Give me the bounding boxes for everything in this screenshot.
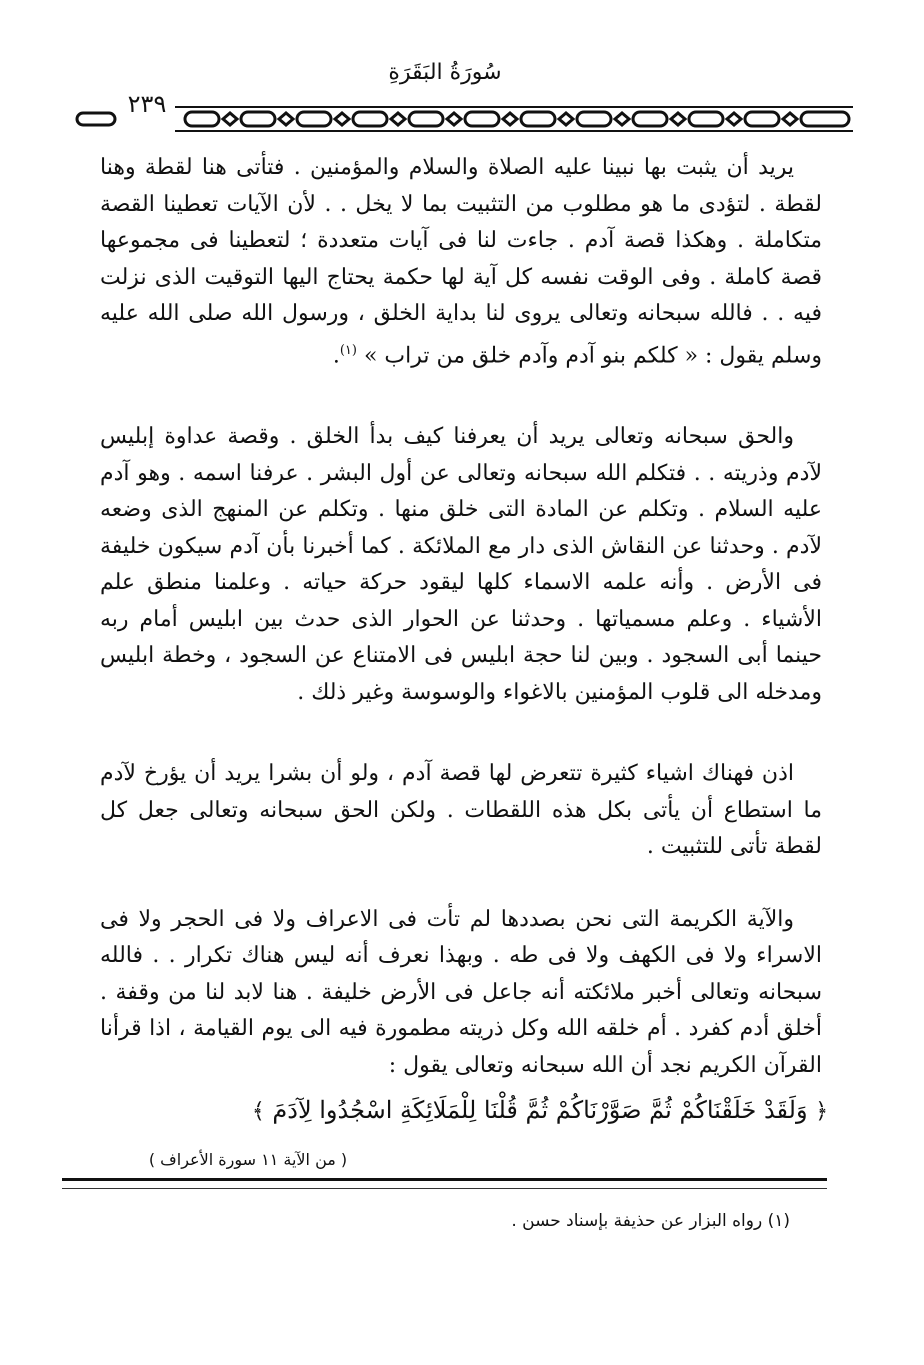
paragraph-1-text: يريد أن يثبت بها نبينا عليه الصلاة والسلام والمؤمنين . فتأتى هنا لقطة وهنا لقطة . لتؤدى ما هو مطلوب من التثبيت بما لا يخل . . لأن الآيات تعطينا القصة متكاملة . وهكذا قصة آدم . جاءت لنا فى آيات متعددة ؛ لتعطينا فى مجموعها قصة كاملة . وفى الوقت نفسه كل آية لها حكمة يحتاج اليها التوقيت الذى نزلت فيه . . فالله سبحانه وتعالى يروى لنا بداية الخلق ، ورسول الله صلى الله عليه وسلم يقول : « كلكم بنو آدم وآدم خلق من تراب » bbox=[100, 155, 822, 368]
page-number: ٢٣٩ bbox=[127, 90, 167, 118]
ornamental-header-border bbox=[75, 103, 855, 135]
verse-text: وَلَقَدْ خَلَقْنَاكُمْ ثُمَّ صَوَّرْنَاكُمْ ثُمَّ قُلْنَا لِلْمَلَائِكَةِ اسْجُدُوا لِآدَمَ bbox=[272, 1096, 808, 1124]
footnote: (١) رواه البزار عن حذيفة بإسناد حسن . bbox=[511, 1211, 790, 1231]
footnote-divider bbox=[62, 1178, 827, 1181]
paragraph-2: والحق سبحانه وتعالى يريد أن يعرفنا كيف بدأ الخلق . وقصة عداوة إبليس لآدم وذريته . . فتكلم الله سبحانه وتعالى عن أول البشر . عرفنا اسمه . وهو آدم عليه السلام . وتكلم عن المادة التى خلق منها . وتكلم عن المنهج الذى وضعه لآدم . وحدثنا عن النقاش الذى دار مع الملائكة . كما أخبرنا بأن آدم سيكون خليفة فى الأرض . وأنه علمه الاسماء كلها ليقود حركة حياته . وعلمنا منطق علم الأشياء . وعلم مسمياتها . وحدثنا عن الحوار الذى حدث بين ابليس أمام ربه حينما أبى السجود . وبين لنا حجة ابليس فى الامتناع عن السجود ، وخطة ابليس ومدخله الى قلوب المؤمنين بالاغواء والوسوسة وغير ذلك . bbox=[100, 424, 822, 705]
quran-verse bbox=[240, 1096, 840, 1124]
paragraph-1: يريد أن يثبت بها نبينا عليه الصلاة والسلام والمؤمنين . فتأتى هنا لقطة وهنا لقطة . لتؤدى ما هو مطلوب من التثبيت بما لا يخل . . لأن الآيات تعطينا القصة متكاملة . وهكذا قصة آدم . جاءت لنا فى آيات متعددة ؛ لتعطينا فى مجموعها قصة كاملة . وفى الوقت نفسه كل آية لها حكمة يحتاج اليها التوقيت الذى نزلت فيه . . فالله سبحانه وتعالى يروى لنا بداية الخلق ، ورسول الله صلى الله عليه وسلم يقول : « كلكم بنو آدم وآدم خلق من تراب » $^{(١)}$. bbox=[100, 155, 822, 368]
paragraph-4: والآية الكريمة التى نحن بصددها لم تأت فى الاعراف ولا فى الحجر ولا فى الاسراء ولا فى الكهف ولا فى طه . وبهذا نعرف أنه ليس هناك تكرار . . فالله سبحانه وتعالى أخبر ملائكته أنه جاعل فى الأرض خليفة . هنا لابد لنا من وقفة . أخلق أدم كفرد . أم خلقه الله وكل ذريته مطمورة فيه الى يوم القيامة ، اذا قرأنا القرآن الكريم نجد أن الله سبحانه وتعالى يقول : bbox=[100, 906, 822, 1078]
footnote-divider-thin bbox=[62, 1188, 827, 1189]
verse-open-bracket: ﴿ bbox=[815, 1099, 829, 1124]
footnote-reference: (١) bbox=[339, 342, 357, 358]
main-text bbox=[100, 150, 822, 1084]
surah-title: سُورَةُ البَقَرَةِ bbox=[388, 60, 502, 85]
paragraph-3: اذن فهناك اشياء كثيرة تتعرض لها قصة آدم ، ولو أن بشرا يريد أن يؤرخ لآدم ما استطاع أن يأتى بكل هذه اللقطات . ولكن الحق سبحانه وتعالى جعل كل لقطة تأتى للتثبيت . bbox=[100, 761, 822, 860]
verse-close-bracket: ﴾ bbox=[251, 1099, 265, 1124]
verse-reference: ( من الآية ١١ سورة الأعراف ) bbox=[148, 1150, 348, 1169]
